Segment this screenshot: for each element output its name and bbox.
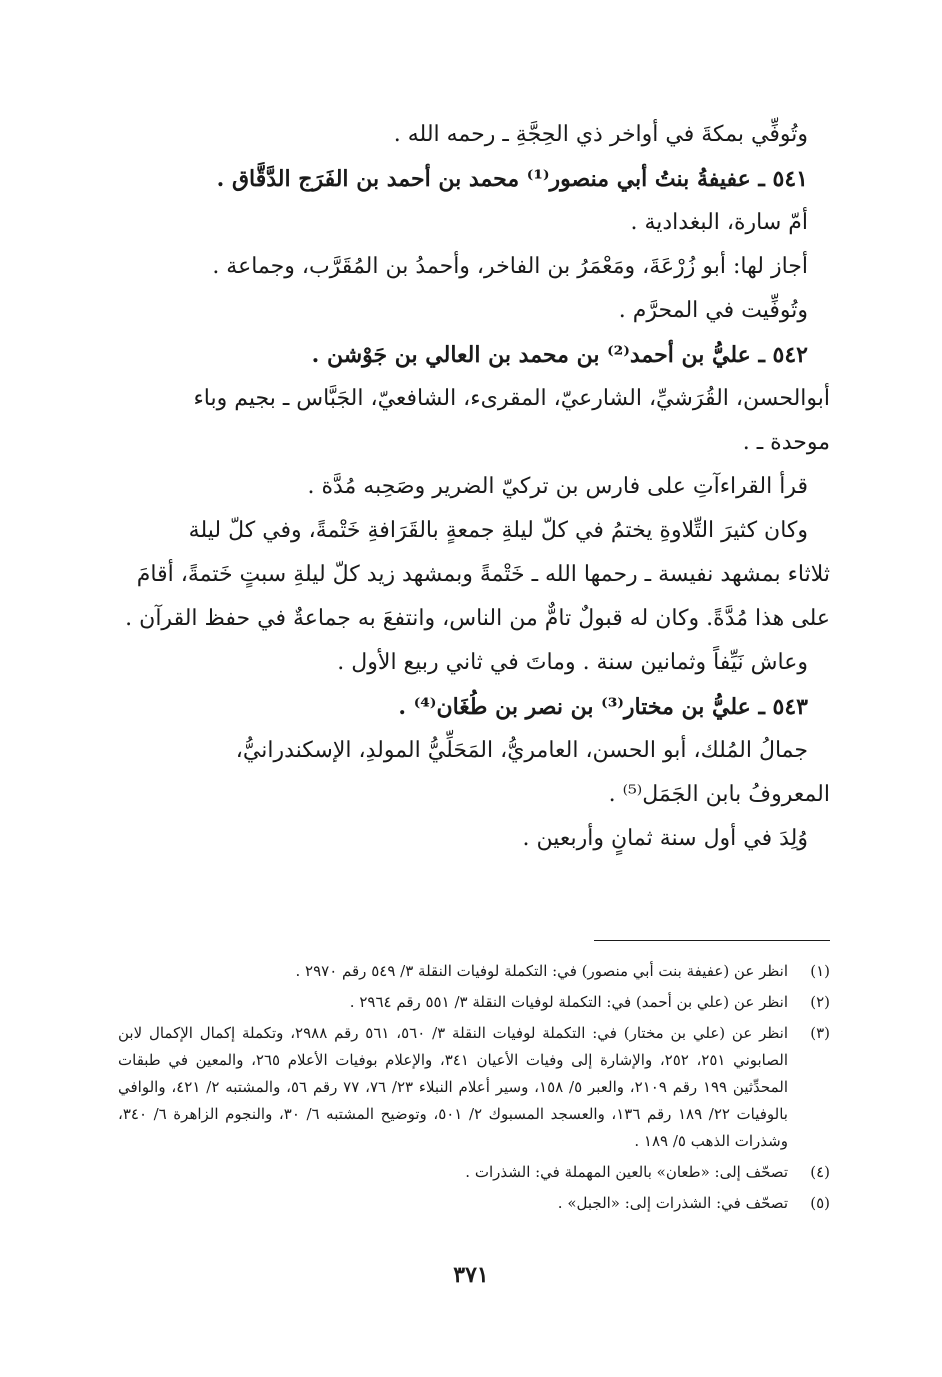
footnote-number: (٣)	[810, 1024, 830, 1042]
text-line: ثلاثاء بمشهد نفيسة ـ رحمها الله ـ خَتْمةً وبمشهد زيد كلّ ليلةِ سبتٍ خَتمةً، أقامَ	[136, 562, 830, 587]
page-number: ٣٧١	[453, 1262, 489, 1288]
text-line: أجاز لها: أبو زُرْعَةَ، ومَعْمَرُ بن الفاخر، وأحمدُ بن المُقَرَّب، وجماعة .	[212, 254, 808, 279]
footnotes	[118, 958, 830, 1221]
text-line: وتُوفِّيت في المحرَّم .	[618, 298, 808, 323]
text-line: ٥٤٢ ـ عليُّ بن أحمد⁽²⁾ بن محمد بن العالي بن جَوْشن .	[311, 342, 808, 368]
main-text	[118, 118, 830, 866]
text-line: على هذا مُدَّةً. وكان له قبولٌ تامٌّ من الناس، وانتفعَ به جماعةٌ في حفظ القرآن .	[125, 606, 830, 631]
footnote-divider	[594, 940, 830, 941]
footnote-text: انظر عن (علي بن أحمد) في: التكملة لوفيات النقلة ٣/ ٥٥١ رقم ٢٩٦٤ .	[349, 993, 788, 1011]
text-line: أمّ سارة، البغدادية .	[630, 210, 808, 235]
text-line: وتُوفِّي بمكةَ في أواخر ذي الحِجَّةِ ـ رحمه الله .	[393, 122, 808, 147]
footnote-number: (١)	[810, 962, 830, 980]
text-line: المعروفُ بابن الجَمَل⁽⁵⁾ .	[608, 782, 830, 807]
footnote	[118, 958, 830, 985]
text-line: وكان كثيرَ التِّلاوةِ يختمُ في كلّ ليلةِ جمعةٍ بالقَرَافةِ خَتْمةً، وفي كلّ ليلة	[188, 518, 808, 543]
footnote	[118, 1190, 830, 1217]
footnote-text: انظر عن (عفيفة بنت أبي منصور) في: التكملة لوفيات النقلة ٣/ ٥٤٩ رقم ٢٩٧٠ .	[295, 962, 788, 980]
text-line: أبوالحسن، القُرَشيِّ، الشارعيّ، المقرىء، الشافعيّ، الجَبَّاس ـ بجيم وباء	[193, 386, 830, 411]
footnote	[118, 1159, 830, 1186]
footnote-text: تصحّف إلى: «طعان» بالعين المهملة في: الشذرات .	[465, 1163, 788, 1181]
footnote-number: (٥)	[810, 1194, 830, 1212]
text-line: وعاش نَيِّفاً وثمانين سنة . وماتَ في ثاني ربيع الأول .	[337, 650, 808, 675]
footnote	[118, 989, 830, 1016]
footnote	[118, 1020, 830, 1155]
text-line: ٥٤١ ـ عفيفةُ بنتُ أبي منصور⁽¹⁾ محمد بن أحمد بن الفَرَج الدَّقَّاق .	[216, 166, 808, 192]
text-line: جمالُ المُلك، أبو الحسن، العامريُّ، المَحَلِّيُّ المولدِ، الإسكندرانيُّ،	[235, 738, 808, 763]
text-line: موحدة ـ .	[742, 430, 830, 455]
footnote-text: انظر عن (علي بن مختار) في: التكملة لوفيات النقلة ٣/ ٥٦٠، ٥٦١ رقم ٢٩٨٨، وتكملة إكمال الإكمال لابن الصابوني ٢٥١، ٢٥٢، والإشارة إلى وفيات الأعيان ٣٤١، والإعلام بوفيات الأعلام ٢٦٥، والمعين في طبقات المحدِّثين ١٩٩ رقم ٢١٠٩، والعبر ٥/ ١٥٨، وسير أعلام النبلاء ٢٣/ ٧٦، ٧٧ رقم ٥٦، والمشتبه ٢/ ٤٢١، والوافي بالوفيات ٢٢/ ١٨٩ رقم ١٣٦، والعسجد المسبوك ٢/ ٥٠١، وتوضيح المشتبه ٦/ ٣٠، والنجوم الزاهرة ٦/ ٣٤٠، وشذرات الذهب ٥/ ١٨٩ .	[118, 1024, 789, 1150]
footnote-number: (٢)	[810, 993, 830, 1011]
text-line: ٥٤٣ ـ عليُّ بن مختار⁽³⁾ بن نصر بن طُغَان⁽⁴⁾ .	[398, 694, 808, 720]
text-line: وُلِدَ في أول سنة ثمانٍ وأربعين .	[522, 826, 808, 851]
footnote-number: (٤)	[810, 1163, 830, 1181]
footnote-text: تصحّف في: الشذرات إلى: «الجبل» .	[557, 1194, 788, 1212]
text-line: قرأ القراءآتِ على فارس بن تركيّ الضرير وصَحِبه مُدَّة .	[307, 474, 808, 499]
